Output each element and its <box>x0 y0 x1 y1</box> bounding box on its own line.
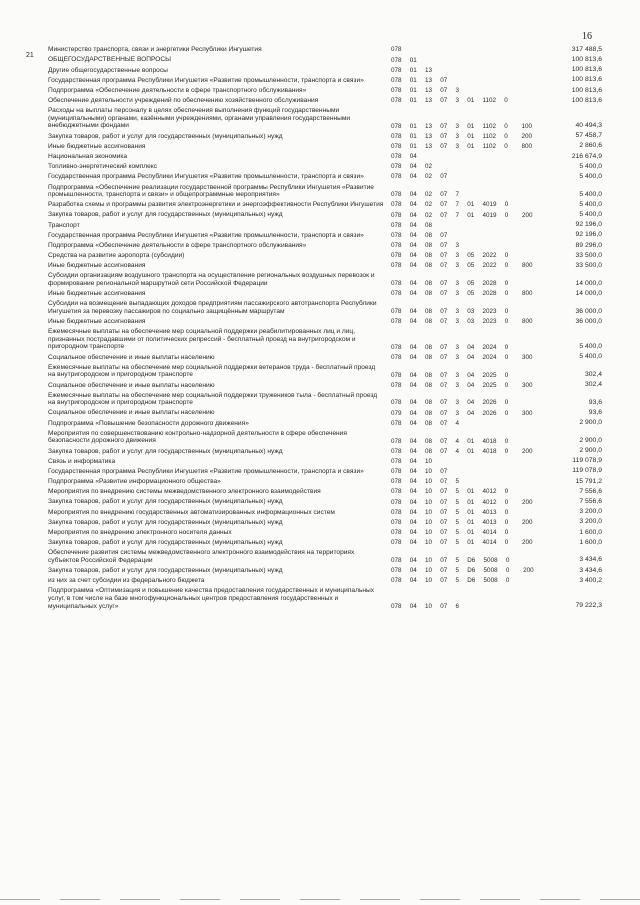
budget-row <box>48 327 608 352</box>
row-amount: 5 400,0 <box>579 353 602 361</box>
row-amount: 119 078,9 <box>572 467 602 475</box>
budget-row <box>48 477 608 487</box>
row-name: Закупка товаров, работ и услуг для государственных (муниципальных) нужд <box>48 132 283 140</box>
row-code: 078 01 13 07 3 <box>391 87 460 95</box>
budget-row <box>48 429 608 447</box>
row-code: 078 04 08 07 3 03 2023 0 <box>391 308 509 316</box>
row-amount: 100 813,6 <box>571 66 602 74</box>
row-name: Национальная экономика <box>48 153 128 160</box>
row-code: 078 04 08 07 3 05 2022 0 800 <box>391 262 533 270</box>
budget-row <box>48 299 608 317</box>
row-name: Социальное обеспечение и иные выплаты населению <box>48 353 215 361</box>
bottom-scan-edge <box>0 899 640 900</box>
row-code: 078 04 10 07 5 01 4012 0 200 <box>391 498 533 506</box>
budget-row <box>48 172 608 182</box>
row-name: Транспорт <box>48 221 80 229</box>
row-code: 078 04 10 07 5 01 4013 0 200 <box>391 518 533 526</box>
row-code: 078 <box>391 46 402 54</box>
row-amount: 3 434,6 <box>579 556 602 564</box>
budget-row <box>48 538 608 548</box>
row-name: Другие общегосударственные вопросы <box>48 66 168 74</box>
row-amount: 119 078,9 <box>572 457 602 465</box>
row-amount: 302,4 <box>584 370 602 378</box>
budget-row <box>48 548 608 566</box>
row-code: 078 04 10 <box>391 457 433 465</box>
row-code: 078 01 13 07 3 01 1102 0 100 <box>391 122 533 130</box>
row-amount: 36 000,0 <box>575 307 602 315</box>
row-amount: 302,4 <box>584 381 602 389</box>
row-code: 078 04 10 07 5 D6 5008 0 <box>391 577 510 585</box>
row-name: Ежемесячные выплаты на обеспечение мер социальной поддержки ветеранов труда - бесплатный проезд на внутригородском и пригородном транспорте <box>48 363 376 379</box>
row-code: 078 04 <box>391 153 417 161</box>
budget-row <box>48 390 608 408</box>
row-code: 078 04 02 <box>391 163 433 171</box>
budget-row <box>48 200 608 210</box>
budget-row <box>48 446 608 456</box>
budget-row <box>48 131 608 141</box>
budget-row <box>48 289 608 299</box>
row-amount: 14 000,0 <box>575 289 602 297</box>
row-amount: 2 860,6 <box>579 142 602 150</box>
row-name: Подпрограмма «Обеспечение реализации государственной программы Республики Ингушетия «Развитие промышленности, транспорта и связи» и общепрограммные мероприятия» <box>48 183 374 199</box>
row-name: Закупка товаров, работ и услуг для государственных (муниципальных) нужд <box>48 211 283 219</box>
row-amount: 2 900,0 <box>579 436 602 444</box>
row-amount: 1 600,0 <box>579 528 602 536</box>
budget-row <box>48 363 608 381</box>
budget-row <box>48 261 608 271</box>
budget-row <box>48 408 608 418</box>
page-number: 16 <box>582 31 592 42</box>
row-name: Социальное обеспечение и иные выплаты населению <box>48 409 215 417</box>
row-code: 078 04 08 07 <box>391 231 448 239</box>
row-amount: 216 674,9 <box>571 152 602 160</box>
budget-row <box>48 528 608 538</box>
row-code: 078 04 02 07 <box>391 173 448 181</box>
row-amount: 2 900,0 <box>579 447 602 455</box>
row-amount: 3 200,0 <box>579 518 602 526</box>
row-name: Закупка товаров, работ и услуг для государственных (муниципальных) нужд <box>48 498 283 506</box>
row-code: 078 04 08 07 3 03 2023 0 800 <box>391 318 533 326</box>
budget-row <box>48 182 608 200</box>
row-amount: 14 000,0 <box>575 279 602 287</box>
budget-row <box>48 86 608 96</box>
row-amount: 5 400,0 <box>579 190 602 198</box>
row-code: 078 04 10 07 5 <box>391 478 460 486</box>
row-amount: 93,6 <box>588 398 602 406</box>
row-code: 078 01 13 <box>391 66 433 74</box>
row-amount: 2 900,0 <box>579 419 602 427</box>
row-amount: 57 458,7 <box>575 132 602 140</box>
row-name: из них за счет субсидии из федерального бюджета <box>48 577 205 585</box>
row-code: 078 01 13 07 <box>391 76 448 84</box>
budget-row <box>48 220 608 230</box>
row-amount: 5 400,0 <box>579 200 602 208</box>
row-amount: 100 813,6 <box>571 56 602 64</box>
budget-row <box>48 55 608 65</box>
budget-row <box>48 380 608 390</box>
row-name: Ежемесячные выплаты на обеспечение мер социальной поддержки тружеников тыла - бесплатный проезд на внутригородском и пригородном транспорте <box>48 391 378 407</box>
row-amount: 5 400,0 <box>579 162 602 170</box>
row-name: Иные бюджетные ассигнования <box>48 318 146 326</box>
row-name: Закупка товаров, работ и услуг для государственных (муниципальных) нужд <box>48 539 283 547</box>
row-amount: 79 222,3 <box>575 602 602 610</box>
row-amount: 3 200,0 <box>579 508 602 516</box>
row-name: Закупка товаров, работ и услуг для государственных (муниципальных) нужд <box>48 518 283 526</box>
row-name: Топливно-энергетический комплекс <box>48 163 158 171</box>
budget-row <box>48 96 608 106</box>
row-code: 078 04 10 07 5 D6 5008 0 <box>391 557 510 565</box>
budget-row <box>48 210 608 220</box>
row-code: 078 04 08 07 3 05 2028 0 800 <box>391 290 533 298</box>
row-code: 078 01 13 07 3 01 1102 0 200 <box>391 132 533 140</box>
row-name: Расходы на выплаты персоналу в целях обеспечения выполнения функций государственными (муниципальными) органами, казёнными учреждениями, органами управления государственными внебюджетными фондами <box>48 107 351 130</box>
row-code: 078 04 08 07 3 05 2022 0 <box>391 252 509 260</box>
budget-row <box>48 517 608 527</box>
row-code: 078 04 08 07 3 05 2028 0 <box>391 280 509 288</box>
budget-row <box>48 162 608 172</box>
row-name: ОБЩЕГОСУДАРСТВЕННЫЕ ВОПРОСЫ <box>48 56 171 64</box>
row-amount: 7 556,6 <box>579 498 602 505</box>
row-amount: 1 600,0 <box>579 538 602 546</box>
row-name: Закупка товаров, работ и услуг для государственных (муниципальных) нужд <box>48 447 283 455</box>
budget-row <box>48 586 608 611</box>
row-name: Мероприятия по совершенствованию контрольно-надзорной деятельности в сфере обеспечения безопасности дорожного движения <box>48 429 347 445</box>
row-code: 078 04 10 07 6 <box>391 602 460 610</box>
budget-row <box>48 152 608 162</box>
budget-row <box>48 230 608 240</box>
budget-row <box>48 142 608 152</box>
budget-table <box>48 45 608 611</box>
budget-row <box>48 251 608 261</box>
row-code: 078 04 08 07 4 <box>391 419 460 427</box>
row-code: 078 01 13 07 3 01 1102 0 800 <box>391 142 533 150</box>
row-name: Ежемесячные выплаты на обеспечение мер социальной поддержки реабилитированных лиц и лиц, признанных пострадавшими от политических репрессий - бесплатный проезд на внутригородском и пригородном транспорте <box>48 328 356 351</box>
row-amount: 33 500,0 <box>575 261 602 269</box>
row-amount: 5 400,0 <box>579 211 602 218</box>
budget-row <box>48 76 608 86</box>
row-name: Подпрограмма «Обеспечение деятельности в сфере транспортного обслуживания» <box>48 86 307 94</box>
budget-row <box>48 45 608 55</box>
row-amount: 92 196,0 <box>575 221 602 229</box>
section-number: 21 <box>26 52 34 59</box>
budget-row <box>48 65 608 75</box>
row-code: 078 04 02 07 7 <box>391 191 460 199</box>
row-code: 078 04 08 07 3 04 2024 0 300 <box>391 353 533 361</box>
budget-row <box>48 566 608 576</box>
budget-row <box>48 456 608 466</box>
budget-row <box>48 497 608 507</box>
row-amount: 317 488,5 <box>571 45 602 53</box>
row-name: Министерство транспорта, связи и энергетики Республики Ингушетия <box>48 46 262 54</box>
row-name: Мероприятия по внедрению электронного носителя данных <box>48 528 232 536</box>
row-code: 079 04 08 07 3 04 2026 0 300 <box>391 409 533 417</box>
row-code: 078 04 08 07 3 04 2025 0 <box>391 371 509 379</box>
budget-row <box>48 352 608 362</box>
row-amount: 93,6 <box>588 409 602 417</box>
row-code: 078 04 02 07 7 01 4019 0 <box>391 201 509 209</box>
budget-row <box>48 576 608 586</box>
row-name: Субсидии на возмещение выпадающих доходов предприятиям пассажирского автотранспорта Республики Ингушетия за перевозку пассажиров по социально защищённым маршрутам <box>48 300 377 315</box>
row-name: Иные бюджетные ассигнования <box>48 262 146 270</box>
row-name: Подпрограмма «Повышение безопасности дорожного движения» <box>48 419 249 427</box>
row-name: Социальное обеспечение и иные выплаты населению <box>48 381 215 389</box>
row-name: Подпрограмма «Развитие информационного общества» <box>48 478 221 486</box>
budget-row <box>48 106 608 131</box>
row-amount: 3 434,6 <box>579 566 602 574</box>
budget-row <box>48 487 608 497</box>
row-name: Средства на развитие аэропорта (субсидии) <box>48 252 185 260</box>
row-name: Подпрограмма «Оптимизация и повышение качества предоставления государственных и муниципальных услуг, в том числе на базе многофункциональных центров предоставления государственных и муниципальных услуг» <box>48 587 375 610</box>
row-code: 078 04 08 07 3 04 2024 0 <box>391 343 509 351</box>
row-name: Подпрограмма «Обеспечение деятельности в сфере транспортного обслуживания» <box>48 241 307 249</box>
row-code: 078 04 08 07 4 01 4018 0 <box>391 437 509 445</box>
row-name: Государственная программа Республики Ингушетия «Развитие промышленности, транспорта и связи» <box>48 467 364 475</box>
row-code: 078 04 08 07 3 04 2026 0 <box>391 399 509 407</box>
row-amount: 40 494,3 <box>575 122 602 130</box>
row-name: Государственная программа Республики Ингушетия «Развитие промышленности, транспорта и связи» <box>48 231 364 239</box>
row-amount: 36 000,0 <box>575 317 602 325</box>
budget-row <box>48 467 608 477</box>
row-name: Мероприятия по внедрению системы межведомственного электронного взаимодействия <box>48 488 321 496</box>
row-name: Иные бюджетные ассигнования <box>48 142 146 150</box>
row-code: 078 04 02 07 7 01 4019 0 200 <box>391 211 533 219</box>
row-code: 078 04 10 07 5 01 4014 0 200 <box>391 539 533 547</box>
row-code: 078 04 10 07 5 01 4013 0 <box>391 508 509 516</box>
row-amount: 89 296,0 <box>575 241 602 249</box>
row-amount: 15 791,2 <box>575 477 602 485</box>
row-name: Связь и информатика <box>48 457 116 465</box>
row-amount: 100 813,6 <box>571 76 602 84</box>
row-code: 078 01 13 07 3 01 1102 0 <box>391 97 508 105</box>
row-code: 078 04 08 07 4 01 4018 0 200 <box>391 447 533 455</box>
row-name: Обеспечение развития системы межведомственного электронного взаимодействия на территориях субъектов Российской Федерации <box>48 549 355 564</box>
row-name: Государственная программа Республики Ингушетия «Развитие промышленности, транспорта и связи» <box>48 173 364 181</box>
row-amount: 7 556,6 <box>579 487 602 495</box>
row-name: Обеспечение деятельности учреждений по обеспечению хозяйственного обслуживания <box>48 97 319 105</box>
row-code: 078 04 10 07 5 01 4014 0 <box>391 529 509 537</box>
row-code: 078 01 <box>391 56 417 64</box>
row-amount: 5 400,0 <box>579 343 602 351</box>
row-amount: 100 813,6 <box>571 96 602 104</box>
row-amount: 100 813,6 <box>571 86 602 94</box>
row-code: 078 04 08 <box>391 221 433 229</box>
row-name: Мероприятия по внедрению государственных автоматизированных информационных систем <box>48 508 335 516</box>
row-name: Государственная программа Республики Ингушетия «Развитие промышленности, транспорта и связи» <box>48 76 364 84</box>
row-code: 078 04 10 07 5 D6 5008 0 200 <box>391 567 534 575</box>
row-code: 078 04 08 07 3 04 2025 0 300 <box>391 381 533 389</box>
budget-row <box>48 317 608 327</box>
row-name: Закупка товаров, работ и услуг для государственных (муниципальных) нужд <box>48 567 283 575</box>
budget-row <box>48 271 608 289</box>
budget-row <box>48 418 608 428</box>
row-amount: 33 500,0 <box>575 251 602 259</box>
row-name: Иные бюджетные ассигнования <box>48 290 146 298</box>
budget-row <box>48 241 608 251</box>
row-code: 078 04 08 07 3 <box>391 242 460 250</box>
row-name: Разработка схемы и программы развития электроэнергетики и энергоэффективности Республики Ингушетия <box>48 201 384 209</box>
row-amount: 3 400,2 <box>579 576 602 584</box>
row-name: Субсидии организациям воздушного транспорта на осуществление региональных воздушных перевозок и формирование региональной маршрутной сети Российской Федерации <box>48 272 375 288</box>
row-amount: 5 400,0 <box>579 172 602 180</box>
row-amount: 92 196,0 <box>575 231 602 239</box>
row-code: 078 04 10 07 5 01 4012 0 <box>391 488 509 496</box>
budget-row <box>48 507 608 517</box>
row-code: 078 04 10 07 <box>391 468 448 476</box>
